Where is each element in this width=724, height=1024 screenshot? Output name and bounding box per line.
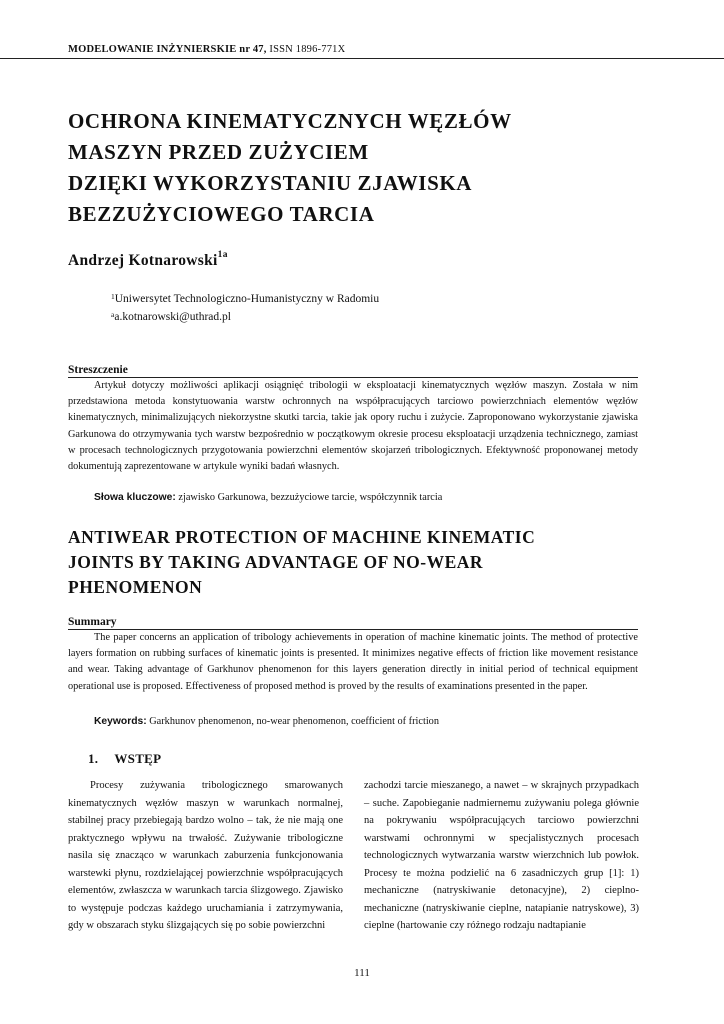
title-polish-line: BEZZUŻYCIOWEGO TARCIA	[68, 202, 375, 226]
email-marker: a	[111, 310, 115, 319]
keywords-list: Garkhunov phenomenon, no-wear phenomenon, coefficient of friction	[149, 716, 439, 727]
keywords-label: Słowa kluczowe:	[94, 492, 176, 503]
section-number: 1.	[88, 751, 99, 766]
keywords-english	[94, 716, 638, 727]
author-email-line	[111, 311, 631, 323]
affiliation-institution: Uniwersytet Technologiczno-Humanistyczny w Radomiu	[114, 293, 380, 305]
author-name: Andrzej Kotnarowski	[68, 252, 218, 269]
abstract-heading-english: Summary	[68, 616, 638, 630]
keywords-polish	[94, 492, 638, 503]
abstract-english: The paper concerns an application of tribology achievements in operation of machine kinematic joints. The method of protective layers formation on rubbing surfaces of kinematic joints is presented. It minimizes negative effects of friction like movement resistance and wear. Taking advantage of Garkhunov phenomenon for this layers generation directly in initial period of technical equipment operational use is proposed. Effectiveness of proposed method is proved by the results of examinations presented in the paper.	[68, 632, 638, 692]
author-affiliation-marker: 1a	[217, 250, 228, 260]
title-polish-line: DZIĘKI WYKORZYSTANIU ZJAWISKA	[68, 171, 473, 195]
title-english-line: ANTIWEAR PROTECTION OF MACHINE KINEMATIC	[68, 527, 536, 547]
author	[68, 252, 228, 270]
author-email[interactable]: a.kotnarowski@uthrad.pl	[114, 311, 231, 323]
section-title: WSTĘP	[114, 751, 162, 766]
body-column-left: Procesy zużywania tribologicznego smarowanych kinematycznych węzłów maszyn w warunkach normalnej, stabilnej pracy przebiegają bardzo wolno – tak, że nie mają one praktycznego wpływu na trwałość. Zużywanie tribologiczne nasila się znacząco w warunkach zaburzenia funkcjonowania warstewki płynu, rozdzielającej powierzchnie współpracujących elementów, zwłaszcza w warunkach tarcia ślizgowego. Zjawisko to występuje podczas każdego uruchamiania i zatrzymywania, gdy w obszarach styku ślizgających się po sobie powierzchni	[68, 780, 343, 932]
title-english	[68, 525, 658, 600]
journal-name: MODELOWANIE INŻYNIERSKIE nr 47,	[68, 44, 267, 55]
header-rule	[0, 58, 724, 59]
keywords-label: Keywords:	[94, 716, 147, 727]
title-polish	[68, 106, 658, 230]
title-english-line: PHENOMENON	[68, 577, 203, 597]
affiliation-marker: 1	[111, 292, 115, 301]
title-english-line: JOINTS BY TAKING ADVANTAGE OF NO-WEAR	[68, 552, 484, 572]
title-polish-line: OCHRONA KINEMATYCZNYCH WĘZŁÓW	[68, 109, 512, 133]
issn: ISSN 1896-771X	[269, 44, 346, 55]
abstract-polish: Artykuł dotyczy możliwości aplikacji osiągnięć tribologii w eksploatacji kinematycznych węzłów maszyn. Została w nim przedstawiona metoda konstytuowania warstw ochronnych na współpracujących tarciowo powierzchniach elementów węzłów kinematycznych, minimalizujących niekorzystne skutki tarcia, takie jak opory ruchu i zużycie. Zaproponowano wykorzystanie zjawiska Garkunowa do otrzymywania tych warstw bezpośrednio w początkowym okresie procesu eksploatacji urządzenia technicznego, zamiast w procesach technologicznych przygotowania powierzchni elementów skojarzeń tribologicznych. Efektywność proponowanej metody dokumentują zaprezentowane w artykule wyniki badań własnych.	[68, 380, 638, 473]
title-polish-line: MASZYN PRZED ZUŻYCIEM	[68, 140, 369, 164]
keywords-list: zjawisko Garkunowa, bezzużyciowe tarcie, współczynnik tarcia	[178, 492, 443, 503]
page-number: 111	[354, 967, 370, 979]
abstract-heading-polish: Streszczenie	[68, 364, 638, 378]
running-header	[68, 44, 638, 55]
section-heading	[88, 751, 161, 767]
affiliation	[111, 293, 631, 305]
body-column-right: zachodzi tarcie mieszanego, a nawet – w skrajnych przypadkach – suche. Zapobieganie nadmiernemu zużywaniu polega głównie na pokrywaniu współpracujących tarciowo powierzchni warstwami ochronnymi w specjalistycznych procesach technologicznych wytwarzania warstw wierzchnich lub powłok. Procesy te można podzielić na 6 zasadniczych grup [1]: 1) mechaniczne (natryskiwanie detonacyjne), 2) cieplno-mechaniczne (natryskiwanie cieplne, natapianie natryskowe), 3) cieplne (hartowanie czy różnego rodzaju nadtapianie	[364, 780, 639, 932]
